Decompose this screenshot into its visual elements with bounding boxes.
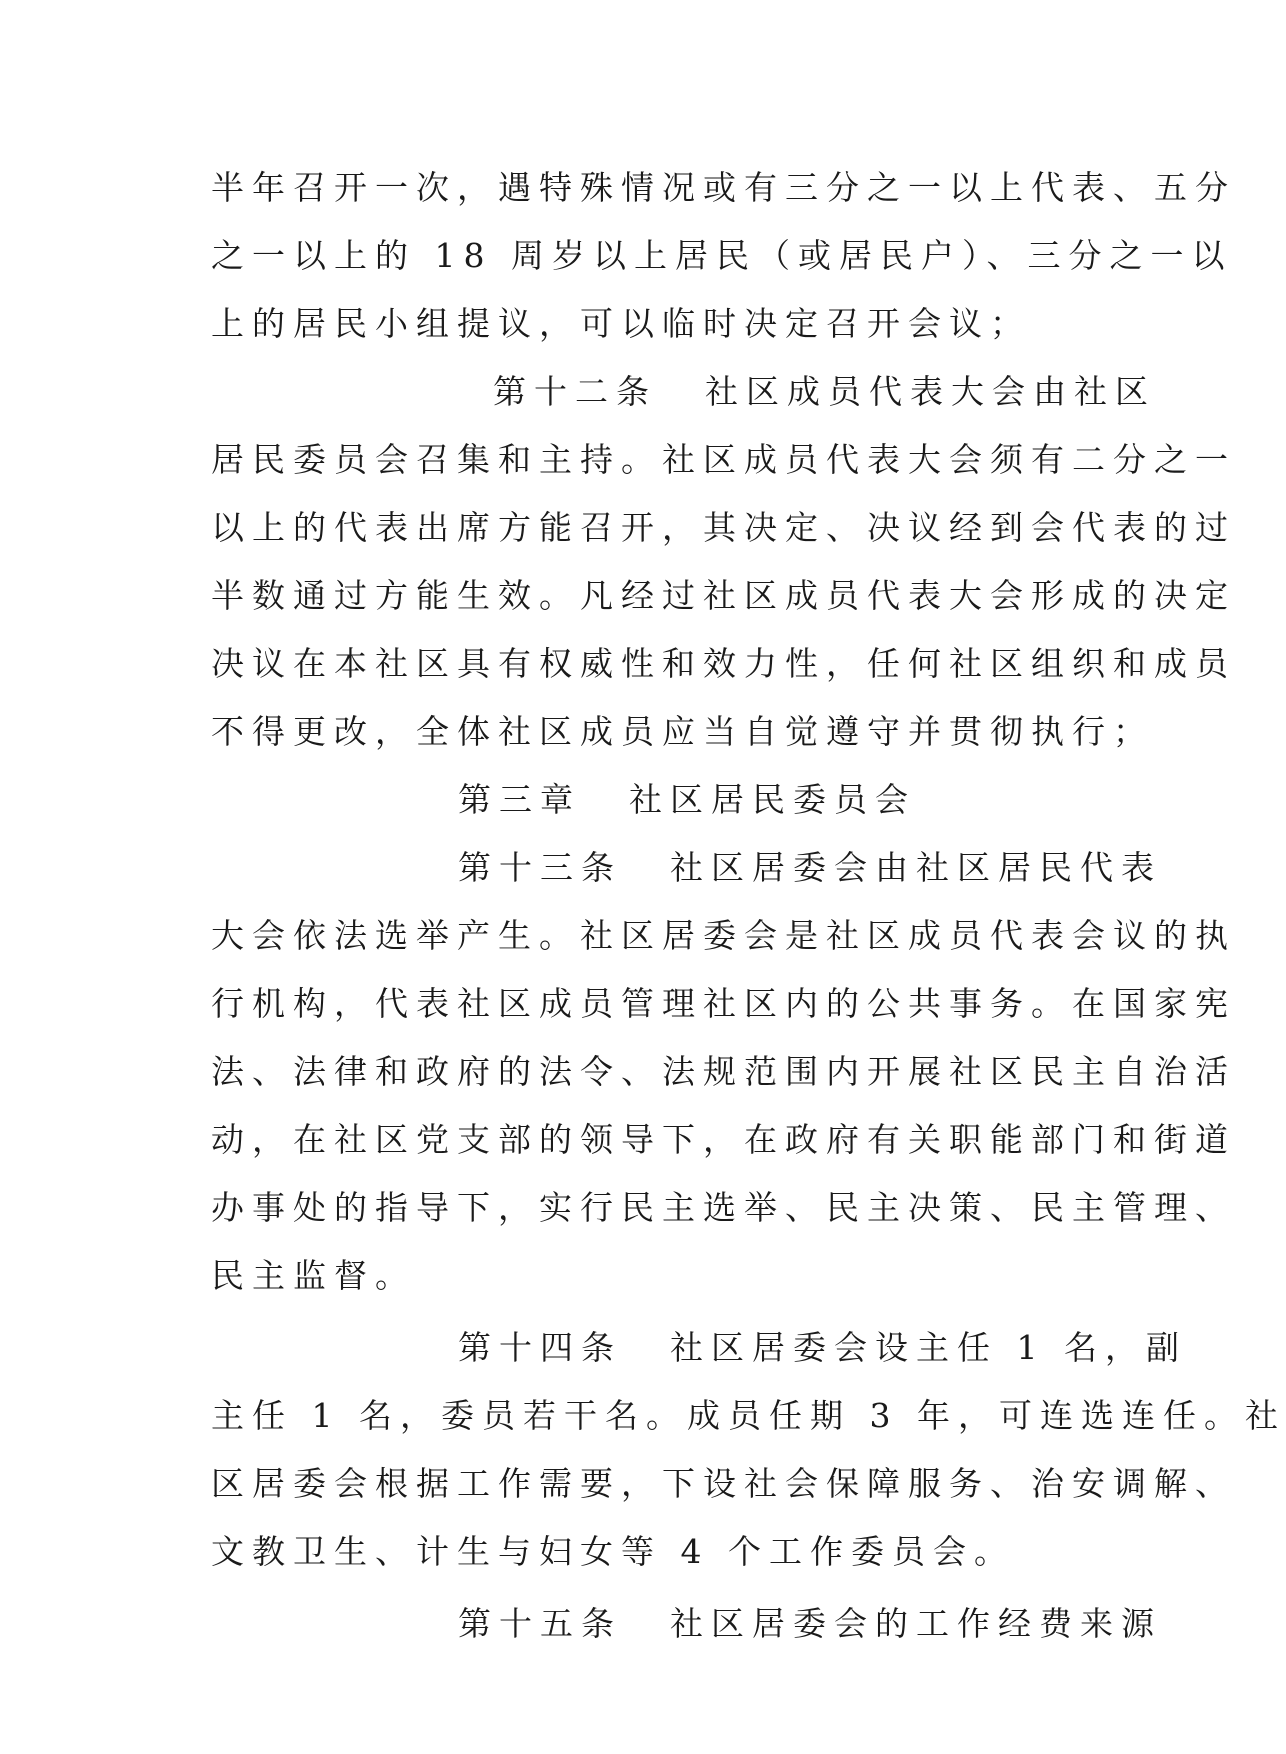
body-line: 以上的代表出席方能召开，其决定、决议经到会代表的过 bbox=[211, 508, 1236, 547]
body-line: 主任 1 名，委员若干名。成员任期 3 年，可连选连任。社 bbox=[211, 1396, 1286, 1435]
article-15-line bbox=[458, 1594, 1162, 1654]
article-12-text: 社区成员代表大会由社区 bbox=[705, 372, 1156, 411]
body-line: 上的居民小组提议，可以临时决定召开会议； bbox=[211, 304, 1031, 343]
body-line: 法、法律和政府的法令、法规范围内开展社区民主自治活 bbox=[211, 1052, 1236, 1091]
article-12-heading: 第十二条 bbox=[493, 372, 657, 411]
article-12-line bbox=[493, 362, 1156, 422]
body-line: 决议在本社区具有权威性和效力性，任何社区组织和成员 bbox=[211, 644, 1236, 683]
body-line: 大会依法选举产生。社区居委会是社区成员代表会议的执 bbox=[211, 916, 1236, 955]
body-line: 半数通过方能生效。凡经过社区成员代表大会形成的决定 bbox=[211, 576, 1236, 615]
chapter-heading-line bbox=[458, 770, 1031, 830]
body-line: 民主监督。 bbox=[211, 1256, 416, 1295]
article-13-heading: 第十三条 bbox=[458, 848, 622, 887]
body-line: 动，在社区党支部的领导下，在政府有关职能部门和街道 bbox=[211, 1120, 1236, 1159]
body-line: 办事处的指导下，实行民主选举、民主决策、民主管理、 bbox=[211, 1188, 1236, 1227]
article-14-line bbox=[458, 1318, 1187, 1378]
article-13-text: 社区居委会由社区居民代表 bbox=[670, 848, 1162, 887]
body-line: 行机构，代表社区成员管理社区内的公共事务。在国家宪 bbox=[211, 984, 1236, 1023]
article-15-text: 社区居委会的工作经费来源 bbox=[670, 1604, 1162, 1643]
chapter-3-title: 社区居民委员会 bbox=[629, 780, 916, 819]
body-line: 不得更改，全体社区成员应当自觉遵守并贯彻执行； bbox=[211, 712, 1154, 751]
article-14-text: 社区居委会设主任 1 名，副 bbox=[670, 1328, 1187, 1367]
article-14-heading: 第十四条 bbox=[458, 1328, 622, 1367]
article-13-line bbox=[458, 838, 1162, 898]
chapter-3-heading: 第三章 bbox=[458, 780, 581, 819]
body-line: 居民委员会召集和主持。社区成员代表大会须有二分之一 bbox=[211, 440, 1236, 479]
body-line: 之一以上的 18 周岁以上居民（或居民户）、三分之一以 bbox=[211, 236, 1233, 275]
body-line: 半年召开一次，遇特殊情况或有三分之一以上代表、五分 bbox=[211, 168, 1236, 207]
article-15-heading: 第十五条 bbox=[458, 1604, 622, 1643]
body-line: 文教卫生、计生与妇女等 4 个工作委员会。 bbox=[211, 1532, 1015, 1571]
body-line: 区居委会根据工作需要，下设社会保障服务、治安调解、 bbox=[211, 1464, 1236, 1503]
